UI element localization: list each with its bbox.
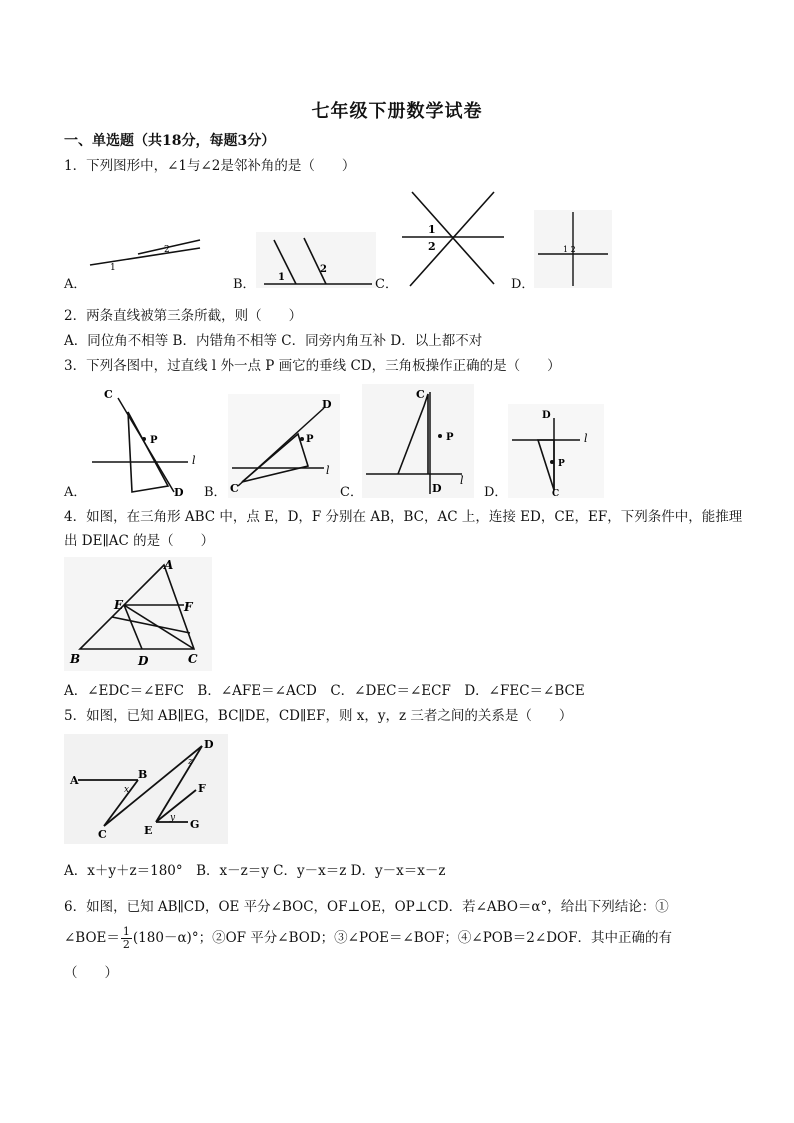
q4-figure (64, 557, 212, 671)
q3-figure-b (228, 394, 340, 498)
q1-option-b: B． (233, 277, 256, 292)
q4-C: C (188, 652, 198, 666)
q3d-D: D (542, 410, 551, 421)
q3-figure-d (508, 404, 604, 498)
q5-options: A．x＋y＋z＝180° B．x－z＝y C．y－x＝z D．y－x＝x－z (64, 863, 446, 879)
q5-stem: 5．如图，已知 AB∥EG，BC∥DE，CD∥EF，则 x，y，z 三者之间的关系是（ ） (64, 708, 573, 724)
q6-stem-line3: （ ） (64, 965, 118, 981)
q3c-l: l (460, 474, 464, 487)
q1-stem: 1．下列图形中，∠1与∠2是邻补角的是（ ） (64, 158, 356, 174)
q4-D: D (138, 654, 149, 668)
q3-figure-a (88, 384, 200, 500)
q3-option-b: B． (204, 485, 227, 500)
q5-A: A (70, 774, 79, 787)
q3-option-a: A． (64, 485, 87, 500)
q3a-D: D (174, 486, 184, 499)
q5-G: G (190, 818, 200, 831)
q1-option-d: D． (511, 277, 535, 292)
q5-B: B (138, 768, 148, 781)
section-heading: 一、单选题（共18分，每题3分） (64, 133, 276, 149)
q4-stem-line2: 出 DE∥AC 的是（ ） (64, 533, 215, 549)
q1a-label-1: 1 (110, 263, 116, 273)
q1-figure-d (534, 210, 612, 288)
q5-y: y (170, 813, 176, 823)
q3b-l: l (326, 464, 330, 477)
q3b-D: D (322, 398, 332, 411)
q3c-D: D (432, 482, 442, 495)
q5-x: x (124, 785, 130, 795)
q6-stem-line2 (64, 926, 672, 951)
q3d-P: P (558, 459, 565, 469)
q1-figure-a (88, 232, 204, 278)
q3b-C: C (230, 482, 239, 495)
q5-z: z (188, 757, 193, 767)
q2-options: A．同位角不相等 B．内错角不相等 C．同旁内角互补 D．以上都不对 (64, 333, 483, 349)
q1c-label-1: 1 (428, 223, 436, 236)
q4-E: E (114, 598, 124, 612)
q2-stem: 2．两条直线被第三条所截，则（ ） (64, 308, 303, 324)
q3c-P: P (446, 432, 454, 443)
q1-figure-c (398, 190, 508, 288)
q4-options: A．∠EDC＝∠EFC B．∠AFE＝∠ACD C．∠DEC＝∠ECF D．∠FEC＝∠BCE (64, 683, 585, 699)
q5-C: C (98, 828, 107, 841)
q3-stem: 3．下列各图中，过直线 l 外一点 P 画它的垂线 CD，三角板操作正确的是（ ） (64, 358, 561, 374)
q6-frac-num: 1 (122, 925, 130, 938)
page-title: 七年级下册数学试卷 (311, 101, 483, 122)
q1a-label-2: 2 (164, 245, 170, 255)
q6-line2-post: (180－α)°；②OF 平分∠BOD；③∠POE＝∠BOF；④∠POB＝2∠DOF．其中正确的有 (132, 930, 672, 946)
q1c-label-2: 2 (428, 240, 436, 253)
q3d-C: C (552, 489, 560, 498)
q4-A: A (164, 558, 174, 572)
q3d-l: l (584, 432, 588, 445)
q3a-P: P (150, 435, 158, 446)
q1-option-c: C． (375, 277, 398, 292)
q4-B: B (70, 652, 81, 666)
q3c-C: C (416, 388, 425, 401)
q1-option-a: A． (64, 277, 87, 292)
q3b-P: P (306, 434, 314, 445)
q5-E: E (144, 824, 153, 837)
q5-figure (64, 734, 228, 844)
q3-figure-c (362, 384, 474, 498)
q5-F: F (198, 782, 206, 795)
q3a-C: C (104, 388, 113, 401)
q4-stem-line1: 4．如图，在三角形 ABC 中，点 E，D，F 分别在 AB，BC，AC 上，连接 ED，CE，EF，下列条件中，能推理 (64, 509, 743, 525)
q4-F: F (184, 600, 193, 614)
q6-stem-line1: 6．如图，已知 AB∥CD，OE 平分∠BOC，OF⊥OE，OP⊥CD．若∠ABO＝α°，给出下列结论：① (64, 899, 669, 915)
q1b-label-2: 2 (320, 264, 327, 275)
q1b-label-1: 1 (278, 272, 285, 283)
q3a-l: l (192, 454, 196, 467)
q3-option-c: C． (340, 485, 363, 500)
q6-fraction (121, 926, 132, 951)
q3-option-d: D． (484, 485, 508, 500)
q6-frac-den: 2 (122, 938, 130, 951)
q1-figure-b (256, 232, 376, 288)
q5-D: D (204, 738, 214, 751)
q6-line2-pre: ∠BOE＝ (64, 930, 120, 946)
q1d-labels: 1 2 (563, 245, 576, 254)
